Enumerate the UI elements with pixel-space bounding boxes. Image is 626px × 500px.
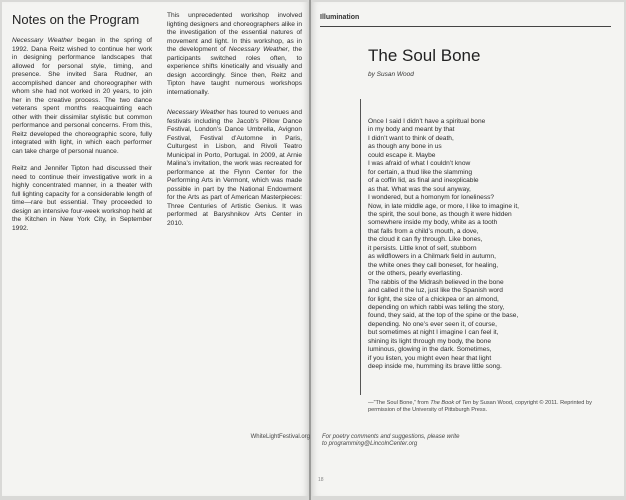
paragraph-text: began in the spring of 1992. Dana Reitz wished to continue her work in designing performance landscapes that allowed for personal style, timing, and presence. She invited Sara Rudner, an accomplished dancer and choreographer with whom she had not worked in 20 years, to join her in the creative process. The two dance veterans spent months reacquainting each other with their dissimilar stylistic but common performance and personal concerns. From this, Reitz developed the choreographic score, fully integrated with light, in which each performer can take charge of personal nuance. (12, 37, 152, 155)
poem-line: as that. What was the soul anyway, (368, 185, 471, 193)
poem-line: or the others, pearly everlasting. (368, 270, 463, 278)
poem-line: The rabbis of the Midrash believed in the bone (368, 278, 504, 286)
poem-line: somewhere inside my body, white as a tooth (368, 219, 498, 227)
poem-body (368, 118, 608, 372)
poem-line: for light, the size of a chickpea or an almond, (368, 295, 499, 303)
poem-byline: by Susan Wood (368, 71, 414, 78)
footer-line: to programming@LincolnCenter.org (322, 441, 418, 447)
poem-line: the white ones they call boneset, for healing, (368, 261, 499, 269)
poem-title: The Soul Bone (368, 46, 481, 65)
notes-heading: Notes on the Program (12, 12, 140, 27)
poem-line: depending on which rabbi was telling the story, (368, 303, 505, 311)
poem-line: depending. No one’s ever seen it, of course, (368, 320, 497, 328)
work-title: Necessary Weather (228, 46, 288, 53)
poem-side-rule (360, 99, 361, 395)
work-title: Necessary Weather (167, 109, 225, 116)
notes-paragraph (12, 165, 152, 233)
poem-line: found, they said, at the top of the spine or the base, (368, 312, 519, 320)
poem-line: I wondered, but a homonym for loneliness? (368, 194, 495, 202)
poem-line: shining its light through my body, the bone (368, 337, 492, 345)
poem-line: as wildflowers in a Chilmark field in autumn, (368, 253, 496, 261)
page-gutter (309, 0, 311, 500)
poem-line: in my body and meant by that (368, 126, 455, 134)
footer-line: For poetry comments and suggestions, please write (322, 434, 460, 440)
website-footer: WhiteLightFestival.org (250, 434, 310, 440)
poem-line: Once I said I didn’t have a spiritual bone (368, 118, 486, 125)
poem-line: luminous, glowing in the dark. Sometimes, (368, 346, 492, 354)
poem-line: the spirit, the soul bone, as though it were hidden (368, 210, 512, 218)
poem-line: I was afraid of what I couldn’t know (368, 160, 471, 168)
poem-line: the cloud it can fly through. Like bones, (368, 236, 483, 244)
notes-column-right (167, 12, 302, 240)
paragraph-text: has toured to venues and festivals including the Jacob’s Pillow Dance Festival, London’s Dance Umbrella, Avignon Festival, Festival d’Automne in Paris, Culturgest in Lisbon, and Rivoli Teatro Municipal in Porto, Portugal. In 2009, at Arnie Malina’s invitation, the work was recreated for performance at the Flynn Center for the Performing Arts in Vermont, which was made possible in part by the National Endowment for the Arts as part of American Masterpieces: Three Centuries of Artistic Genius. It was performed at Baryshnikov Arts Center in 2010. (167, 109, 303, 227)
poem-line: of a coffin lid, as final and inexplicable (368, 177, 479, 185)
poem-line: but sometimes at night I imagine I can feel it, (368, 329, 499, 337)
notes-paragraph (167, 109, 302, 228)
poem-line: it persists. Little knot of self, stubborn (368, 244, 477, 252)
poem-line: deep inside me, humming its brave little song. (368, 363, 502, 371)
poem-line: that falls from a child’s mouth, a dove, (368, 227, 479, 235)
poetry-footer (322, 434, 522, 448)
notes-column-left (12, 12, 152, 242)
notes-paragraph (167, 12, 302, 97)
poem-line: if you listen, you might even hear that light (368, 354, 492, 362)
poem-line: I didn’t want to think of death, (368, 134, 454, 142)
paragraph-text: , the participants switched roles often, to experience shifts kinetically and visually and design accordingly. Since then, Reitz and Tipton have taught numerous workshops internationally. (167, 46, 302, 96)
credit-text: by Susan Wood, copyright © 2011. Reprinted by permission of the University of Pittsburgh Press. (368, 400, 592, 413)
section-label: Illumination (320, 14, 360, 21)
page-number: 18 (318, 477, 324, 483)
credit-text: —“The Soul Bone,” from (368, 400, 431, 406)
poem-credit (368, 400, 613, 414)
poem-line: could escape it. Maybe (368, 151, 436, 159)
poem-line: and called it the luz, just like the Spanish word (368, 287, 503, 295)
credit-book-title: The Book of Ten (430, 400, 472, 406)
notes-paragraph (12, 37, 152, 156)
work-title: Necessary Weather (12, 37, 73, 44)
paragraph-text: Reitz and Jennifer Tipton had discussed their need to continue their investigative work in a highly concentrated manner, in a theater with full lighting capacity for a considerable length of time—rare but essential. They proceeded to design an intensive four-week workshop held at the Kitchen in New York City, in September 1992. (12, 165, 152, 232)
poem-line: for certain, a thud like the slamming (368, 168, 473, 176)
poem-line: Now, in late middle age, or more, I like to imagine it, (368, 202, 519, 210)
poem-line: as though any bone in us (368, 143, 442, 151)
paragraph-text: This unprecedented workshop involved lighting designers and choreographers alike in the investigation of the essential natures of movement and light. In this workshop, as in the development of (167, 12, 302, 53)
header-rule (320, 26, 611, 27)
